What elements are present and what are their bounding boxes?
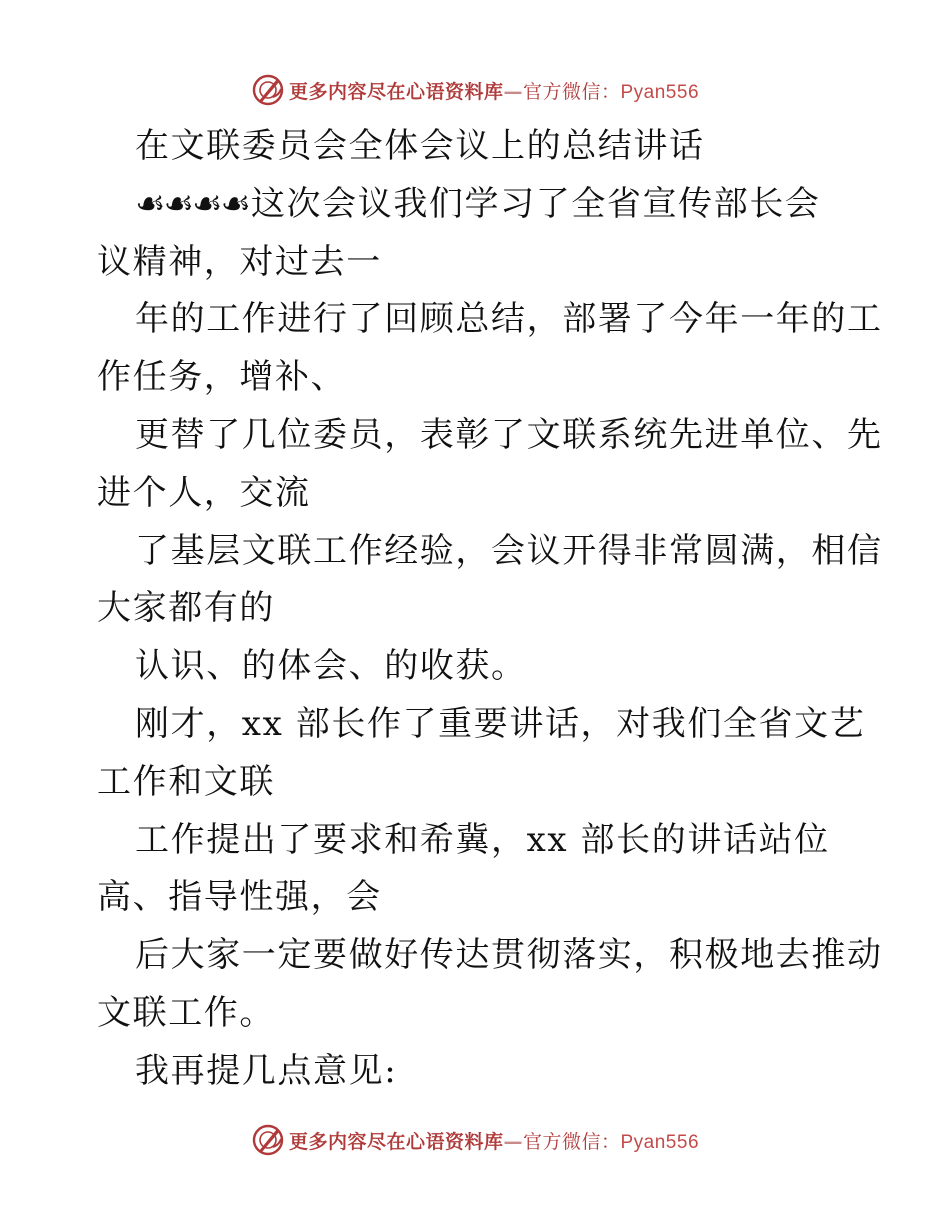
paragraph-line: 议精神，对过去一 (97, 241, 382, 282)
watermark-text (289, 1127, 699, 1154)
watermark-main: 更多内容尽在心语资料库 (288, 80, 504, 103)
paragraph-line: 后大家一定要做好传达贯彻落实，积极地去推动 (135, 935, 883, 976)
watermark-sub: 官方微信： (522, 80, 621, 103)
paragraph-line: 工作提出了要求和希冀，xx 部长的讲话站位 (135, 819, 830, 860)
paragraph-line (97, 176, 857, 234)
paragraph-line: 刚才，xx 部长作了重要讲话，对我们全省文艺 (135, 703, 866, 744)
paragraph-line: 大家都有的 (97, 588, 275, 629)
watermark-sub: 官方微信： (522, 1130, 621, 1153)
document-title: 在文联委员会全体会议上的总结讲话 (135, 126, 705, 166)
watermark-dash: — (503, 80, 523, 103)
ornament-icon: ☙☙☙☙ (135, 183, 249, 224)
logo-icon (251, 1123, 285, 1157)
paragraph-line: 了基层文联工作经验，会议开得非常圆满，相信 (135, 530, 883, 571)
paragraph-line: 认识、的体会、的收获。 (135, 646, 527, 687)
watermark-id: Pyan556 (620, 1131, 700, 1153)
paragraph-line: 高、指导性强，会 (97, 877, 382, 918)
watermark-dash: — (503, 1130, 523, 1153)
document-body (97, 118, 883, 1101)
paragraph-line: 文联工作。 (97, 992, 275, 1033)
footer-watermark (0, 1120, 950, 1160)
paragraph-line: 工作和文联 (97, 761, 275, 802)
watermark-text (289, 77, 699, 104)
paragraph-line: 年的工作进行了回顾总结，部署了今年一年的工 (135, 299, 883, 340)
watermark-id: Pyan556 (620, 81, 700, 103)
header-watermark (0, 70, 950, 110)
paragraph-line: 我再提几点意见: (135, 1050, 398, 1091)
watermark-main: 更多内容尽在心语资料库 (288, 1130, 504, 1153)
paragraph-line: 作任务，增补、 (97, 357, 347, 398)
paragraph-text: 这次会议我们学习了全省宣传部长会 (250, 183, 821, 224)
paragraph-line: 更替了几位委员，表彰了文联系统先进单位、先 (135, 414, 883, 455)
paragraph-line: 进个人，交流 (97, 472, 311, 513)
logo-icon (251, 73, 285, 107)
